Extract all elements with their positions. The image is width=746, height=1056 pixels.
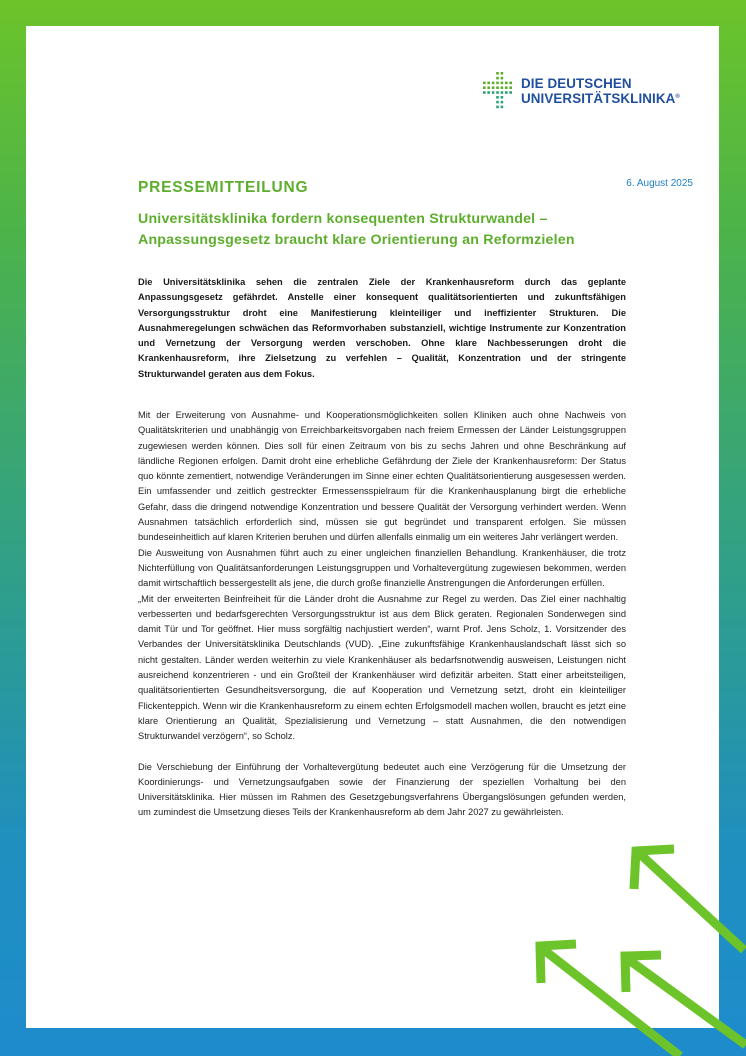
logo-dot (496, 91, 499, 94)
logo-dot (496, 96, 499, 99)
logo-dot (509, 82, 512, 85)
logo-line-1: DIE DEUTSCHEN (521, 76, 632, 91)
logo-dot (501, 96, 504, 99)
logo-dot (501, 77, 504, 80)
logo-line-2: UNIVERSITÄTSKLINIKA (521, 91, 676, 106)
logo-dot (483, 91, 486, 94)
paragraph-4: Die Verschiebung der Einführung der Vorhaltevergütung bedeutet auch eine Verzögerung für die Umsetzung der Koordinierungs- und Vernetzungsaufgaben sowie der Finanzierung der speziellen Vorhaltung bei den Universitätsklinika. Hier müssen im Rahmen des Gesetzgebungsverfahrens Übergangslösungen gefunden werden, um zumindest die Umsetzung dieses Teils der Krankenhausreform ab dem Jahr 2027 zu gewährleisten. (138, 761, 626, 818)
logo-dot (496, 77, 499, 80)
logo-dot (501, 86, 504, 89)
logo-dot (496, 86, 499, 89)
headline-line-1: Universitätsklinika fordern konsequenten Strukturwandel – (138, 211, 548, 227)
logo-dot (501, 91, 504, 94)
paragraph-2: Die Ausweitung von Ausnahmen führt auch zu einer ungleichen finanziellen Behandlung. Krankenhäuser, die trotz Nichterfüllung von Qualitätsanforderungen Leistungsgruppen und Vorhaltevergütung zugewiesen bekommen, werden damit wirtschaftlich bessergestellt als jene, die durch große finanzielle Anstrengungen die Anforderungen erfüllen. (138, 547, 626, 589)
logo-dot (501, 106, 504, 109)
logo-dot (505, 86, 508, 89)
lead-paragraph: Die Universitätsklinika sehen die zentralen Ziele der Krankenhausreform durch das geplante Anpassungsgesetz gefährdet. Anstelle einer konsequent qualitätsorientierten und zukunftsfähigen Versorgungsstruktur droht eine Manifestierung kleinteiliger und ineffizienter Strukturen. Die Ausnahmeregelungen schwächen das Reformvorhaben substanziell, wichtige Instrumente zur Konzentration und Vernetzung der Versorgung werden verschoben. Ohne klare Nachbesserungen droht die Krankenhausreform, ihre Zielsetzung zu verfehlen – Qualität, Konzentration und der stringente Strukturwandel geraten aus dem Fokus. (138, 277, 626, 379)
logo-dot (509, 91, 512, 94)
dotted-cross-logo-icon (481, 70, 515, 112)
logo-dot (496, 106, 499, 109)
headline-line-2: Anpassungsgesetz braucht klare Orientierung an Reformzielen (138, 232, 575, 248)
logo-dot (505, 82, 508, 85)
logo-dot (487, 82, 490, 85)
logo-dot (487, 86, 490, 89)
logo-dot (501, 72, 504, 75)
release-date: 6. August 2025 (626, 178, 693, 189)
logo-dot (492, 82, 495, 85)
logo-dot (483, 86, 486, 89)
logo-dot (496, 72, 499, 75)
headline (138, 209, 638, 251)
logo-dot (501, 82, 504, 85)
logo-dot (505, 91, 508, 94)
logo-dot (509, 86, 512, 89)
logo-dot (501, 101, 504, 104)
logo-text (521, 76, 680, 106)
logo-dot (483, 82, 486, 85)
logo-dot (492, 91, 495, 94)
logo-dot (487, 91, 490, 94)
registered-mark: ® (675, 94, 680, 100)
logo-dot (496, 82, 499, 85)
kicker-title: PRESSEMITTEILUNG (138, 179, 309, 196)
logo-dot (496, 101, 499, 104)
paragraph-1: Mit der Erweiterung von Ausnahme- und Kooperationsmöglichkeiten sollen Kliniken auch ohne Nachweis von Qualitätskriterien und unabhängig von Erreichbarkeitsvorgaben nach freiem Ermessen der Länder Leistungsgruppen zugewiesen werden können. Dies soll für einen Zeitraum von bis zu sechs Jahren und ohne Beschränkung auf ländliche Regionen erfolgen. Damit droht eine erhebliche Gefährdung der Ziele der Krankenhausreform: Der Status quo könnte zementiert, notwendige Veränderungen im Sinne einer echten Qualitätsorientierung ausgesessen werden. Ein umfassender und zeitlich gestreckter Ermessensspielraum für die Krankenhausplanung birgt die erhebliche Gefahr, dass die dringend notwendige Konzentration und bessere Qualität der Versorgung verhindert werden. Wenn Ausnahmen tatsächlich erforderlich sind, müssen sie gut begründet und transparent erfolgen. Sie müssen bundeseinheitlich auf klaren Kriterien beruhen und dürfen allenfalls einmalig um ein weiteres Jahr verlängert werden. (138, 410, 626, 543)
body-text (138, 408, 626, 821)
press-release-page (26, 26, 719, 1028)
logo (481, 70, 680, 112)
paragraph-3: „Mit der erweiterten Beinfreiheit für die Länder droht die Ausnahme zur Regel zu werden. Das Ziel einer nachhaltig verbesserten und bedarfsgerechten Versorgungsstruktur ist aus dem Blick geraten. Regionalen Sonderwegen sind damit Tür und Tor geöffnet. Hier muss sorgfältig nachjustiert werden“, warnt Prof. Jens Scholz, 1. Vorsitzender des Verbandes der Universitätsklinika Deutschlands (VUD). „Eine zukunftsfähige Krankenhauslandschaft lässt sich so nicht gestalten. Länder werden weiterhin zu viele Krankenhäuser als bedarfsnotwendig ausweisen, Leistungen nicht ausreichend konzentrieren - und ein Großteil der Krankenhäuser wird defizitär arbeiten. Statt einer arbeitsteiligen, qualitätsorientierten Gesundheitsversorgung, die auf Kooperation und Vernetzung setzt, droht ein kleinteiliger Flickenteppich. Wenn wir die Krankenhausreform zu einem echten Erfolgsmodell machen wollen, braucht es jetzt eine klare Orientierung an Qualität, Spezialisierung und Vernetzung – statt Ausnahmen, die den notwendigen Strukturwandel verzögern“, so Scholz. (138, 593, 626, 742)
logo-dot (492, 86, 495, 89)
